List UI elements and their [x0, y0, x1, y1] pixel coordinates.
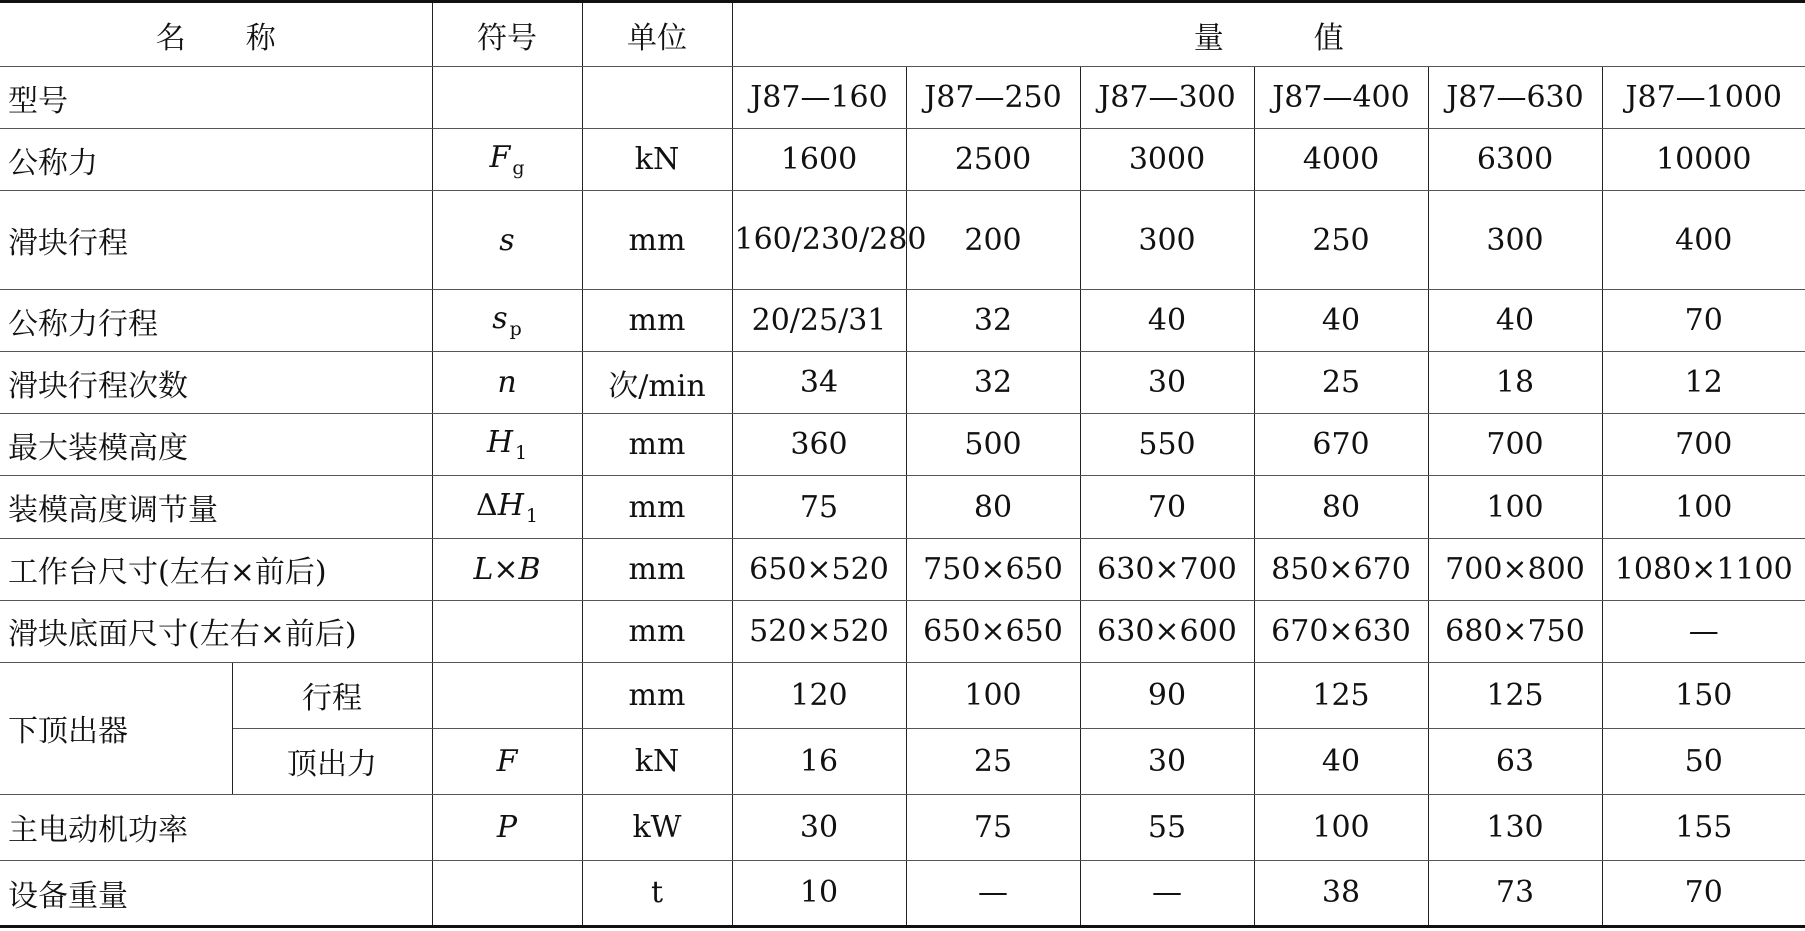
header-row — [0, 2, 1805, 67]
value-cell: 34 — [732, 352, 906, 414]
row-name: 顶出力 — [232, 728, 432, 794]
row-symbol — [432, 290, 582, 352]
row-name: 行程 — [232, 662, 432, 728]
row-unit: t — [582, 860, 732, 926]
value-cell: 100 — [906, 662, 1080, 728]
value-cell: 125 — [1254, 662, 1428, 728]
value-cell: 73 — [1428, 860, 1602, 926]
value-cell: 25 — [906, 728, 1080, 794]
row-unit — [582, 67, 732, 129]
row-name: 公称力行程 — [0, 290, 432, 352]
value-cell: J87—300 — [1080, 67, 1254, 129]
symbol-main: s — [492, 301, 508, 337]
value-cell: 40 — [1254, 728, 1428, 794]
symbol-subscript: 1 — [515, 442, 528, 465]
table-row — [0, 129, 1805, 191]
value-cell: 10000 — [1602, 129, 1805, 191]
symbol-subscript: 1 — [525, 504, 538, 527]
row-name: 型号 — [0, 67, 432, 129]
value-cell: 25 — [1254, 352, 1428, 414]
header-name: 名 称 — [0, 2, 432, 67]
row-unit: mm — [582, 290, 732, 352]
value-cell: 155 — [1602, 794, 1805, 860]
symbol-main: H — [497, 487, 524, 523]
value-cell: 20/25/31 — [732, 290, 906, 352]
value-cell: 80 — [906, 476, 1080, 538]
value-cell: 40 — [1080, 290, 1254, 352]
row-symbol: F — [432, 728, 582, 794]
value-cell: 100 — [1428, 476, 1602, 538]
value-cell: 16 — [732, 728, 906, 794]
row-symbol — [432, 414, 582, 476]
value-cell: 40 — [1254, 290, 1428, 352]
value-cell: 700 — [1602, 414, 1805, 476]
table-row — [0, 662, 1805, 728]
row-name: 滑块底面尺寸(左右×前后) — [0, 600, 432, 662]
value-cell: 12 — [1602, 352, 1805, 414]
value-cell: 120 — [732, 662, 906, 728]
row-symbol — [432, 129, 582, 191]
value-cell: — — [1080, 860, 1254, 926]
value-cell: 100 — [1602, 476, 1805, 538]
table-row — [0, 414, 1805, 476]
table-row — [0, 600, 1805, 662]
value-cell: 550 — [1080, 414, 1254, 476]
row-name: 公称力 — [0, 129, 432, 191]
value-cell: 3000 — [1080, 129, 1254, 191]
header-unit: 单位 — [582, 2, 732, 67]
value-cell: J87—250 — [906, 67, 1080, 129]
row-symbol — [432, 662, 582, 728]
value-cell: 10 — [732, 860, 906, 926]
value-cell: 2500 — [906, 129, 1080, 191]
value-cell: J87—1000 — [1602, 67, 1805, 129]
row-unit: mm — [582, 600, 732, 662]
row-name: 滑块行程次数 — [0, 352, 432, 414]
value-cell: 30 — [732, 794, 906, 860]
row-symbol — [432, 67, 582, 129]
value-cell: 75 — [906, 794, 1080, 860]
value-cell: 32 — [906, 290, 1080, 352]
value-cell: 4000 — [1254, 129, 1428, 191]
value-cell: 150 — [1602, 662, 1805, 728]
table-row — [0, 352, 1805, 414]
value-cell: 50 — [1602, 728, 1805, 794]
row-unit: kN — [582, 728, 732, 794]
value-cell: 90 — [1080, 662, 1254, 728]
row-name: 装模高度调节量 — [0, 476, 432, 538]
value-cell: 100 — [1254, 794, 1428, 860]
row-unit: mm — [582, 414, 732, 476]
row-unit: kW — [582, 794, 732, 860]
value-cell: 70 — [1602, 860, 1805, 926]
header-values: 量 值 — [732, 2, 1805, 67]
value-cell: 500 — [906, 414, 1080, 476]
value-cell: 125 — [1428, 662, 1602, 728]
table-row — [0, 290, 1805, 352]
value-cell: 850×670 — [1254, 538, 1428, 600]
table-row — [0, 860, 1805, 926]
table-row — [0, 476, 1805, 538]
value-cell: 38 — [1254, 860, 1428, 926]
value-cell: 6300 — [1428, 129, 1602, 191]
value-cell: 30 — [1080, 728, 1254, 794]
table-row — [0, 191, 1805, 290]
value-cell: 670×630 — [1254, 600, 1428, 662]
symbol-prefix: Δ — [476, 487, 498, 523]
value-cell: 630×600 — [1080, 600, 1254, 662]
table-row — [0, 728, 1805, 794]
symbol-subscript: p — [509, 318, 522, 341]
value-cell: 300 — [1428, 191, 1602, 290]
value-cell: 700 — [1428, 414, 1602, 476]
value-cell: — — [906, 860, 1080, 926]
row-unit: mm — [582, 476, 732, 538]
row-name: 滑块行程 — [0, 191, 432, 290]
row-unit: kN — [582, 129, 732, 191]
value-cell: 630×700 — [1080, 538, 1254, 600]
row-symbol: n — [432, 352, 582, 414]
value-cell: 250 — [1254, 191, 1428, 290]
row-symbol — [432, 860, 582, 926]
row-symbol: P — [432, 794, 582, 860]
row-symbol: L×B — [432, 538, 582, 600]
value-cell: 75 — [732, 476, 906, 538]
value-cell: 400 — [1602, 191, 1805, 290]
symbol-subscript: g — [512, 157, 525, 180]
row-name: 工作台尺寸(左右×前后) — [0, 538, 432, 600]
value-cell: 63 — [1428, 728, 1602, 794]
value-cell: 650×650 — [906, 600, 1080, 662]
value-cell: — — [1602, 600, 1805, 662]
row-unit: mm — [582, 538, 732, 600]
value-cell: 360 — [732, 414, 906, 476]
value-cell: 680×750 — [1428, 600, 1602, 662]
value-cell: J87—160 — [732, 67, 906, 129]
value-cell: 1600 — [732, 129, 906, 191]
value-cell: 40 — [1428, 290, 1602, 352]
value-cell: 70 — [1602, 290, 1805, 352]
value-cell: 55 — [1080, 794, 1254, 860]
row-symbol — [432, 476, 582, 538]
ejector-group-label: 下顶出器 — [0, 662, 232, 794]
table-row — [0, 794, 1805, 860]
value-cell: 18 — [1428, 352, 1602, 414]
value-cell: 32 — [906, 352, 1080, 414]
value-cell: 300 — [1080, 191, 1254, 290]
symbol-main: H — [486, 425, 514, 461]
value-cell: 520×520 — [732, 600, 906, 662]
value-cell: 1080×1100 — [1602, 538, 1805, 600]
table-row — [0, 538, 1805, 600]
row-name: 设备重量 — [0, 860, 432, 926]
value-cell: 30 — [1080, 352, 1254, 414]
row-name: 最大装模高度 — [0, 414, 432, 476]
value-cell: 70 — [1080, 476, 1254, 538]
row-symbol: s — [432, 191, 582, 290]
row-unit: mm — [582, 662, 732, 728]
value-cell: 200 — [906, 191, 1080, 290]
row-symbol — [432, 600, 582, 662]
value-cell: 650×520 — [732, 538, 906, 600]
row-name: 主电动机功率 — [0, 794, 432, 860]
value-cell: 160/230/280 — [732, 191, 906, 290]
value-cell: 670 — [1254, 414, 1428, 476]
value-cell: J87—630 — [1428, 67, 1602, 129]
value-cell: 80 — [1254, 476, 1428, 538]
row-unit: 次/min — [582, 352, 732, 414]
value-cell: 750×650 — [906, 538, 1080, 600]
value-cell: 700×800 — [1428, 538, 1602, 600]
row-unit: mm — [582, 191, 732, 290]
symbol-main: F — [489, 140, 511, 176]
value-cell: 130 — [1428, 794, 1602, 860]
header-symbol: 符号 — [432, 2, 582, 67]
value-cell: J87—400 — [1254, 67, 1428, 129]
table-row — [0, 67, 1805, 129]
